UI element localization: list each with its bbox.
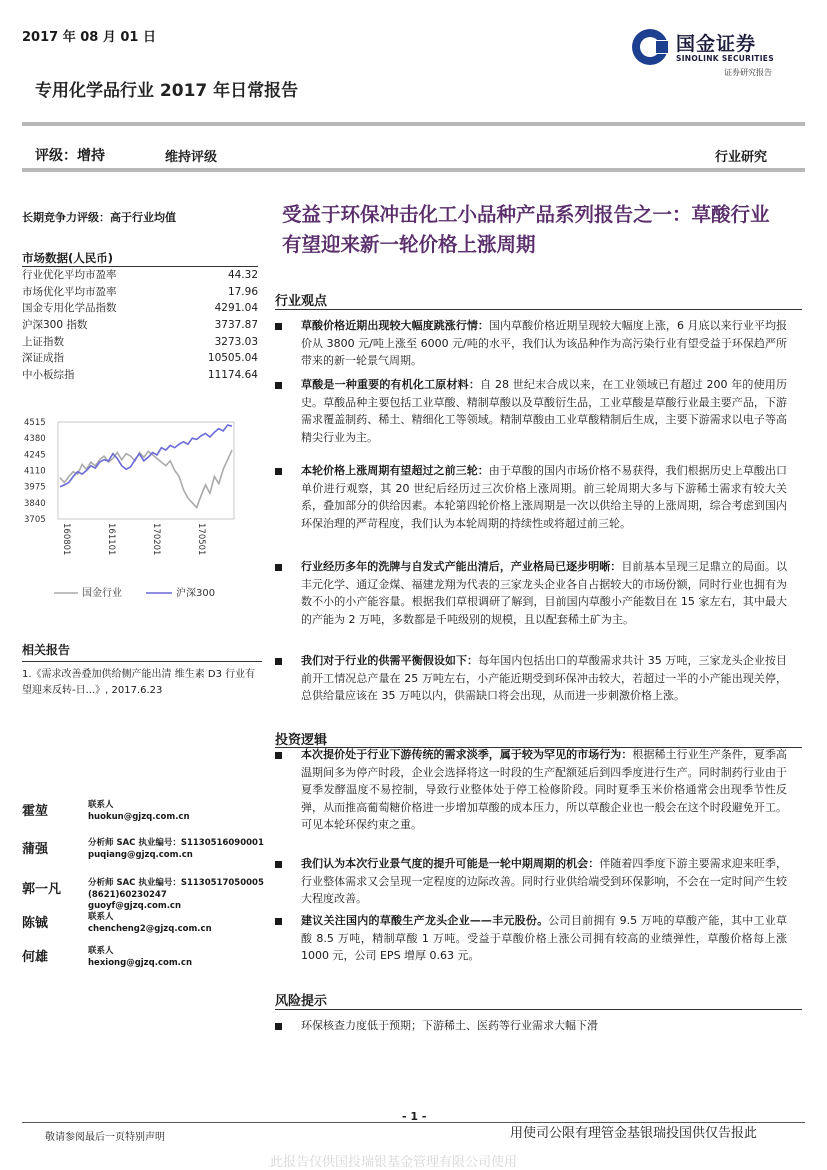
market-row — [22, 300, 258, 317]
logic-heading: 投资逻辑 — [275, 733, 328, 748]
rating-label: 评级：增持 — [35, 148, 105, 164]
analyst-name: 郭一凡 — [22, 882, 62, 897]
view-heading: 行业观点 — [275, 294, 328, 309]
usage-note: 用使司公限有理管金基银瑞投国供仅告报此 — [510, 1126, 758, 1141]
bullet-text: 公司目前拥有 9.5 万吨的草酸产能，其中工业草酸 8.5 万吨，精制草酸 1 万吨。受益于草酸价格上涨公司拥有较高的业绩弹性，草酸价格每上涨 1000 元，公司 EPS 增厚 0.63 元。 — [301, 914, 787, 963]
market-row-name: 国金专用化学品指数 — [22, 302, 117, 315]
bullet-square-icon — [275, 382, 282, 389]
sinolink-logo-icon — [630, 27, 670, 67]
market-row-value: 17.96 — [227, 285, 258, 298]
analyst-entry — [22, 946, 272, 980]
bullet-text: 根据稀土行业生产条件，夏季高温期间多为停产时段，企业会选择将这一时段的生产配额延后到四季度进行生产。同时制药行业由于夏季发酵温度不易控制，导致行业整体处于停工检修阶段。同时夏季玉米价格通常会出现季节性反弹，从而推高葡萄糖价格进一步增加草酸的成本压力，所以草酸企业也一般会在这个时段避免开工。可见本轮环保约束之重。 — [301, 748, 788, 832]
x-tick-label: 160801 — [61, 523, 71, 556]
analyst-entry — [22, 838, 272, 872]
y-tick-label: 4380 — [24, 434, 46, 445]
analyst-line2[interactable]: huokun@gjzq.com.cn — [88, 811, 190, 822]
bullet-lead: 我们认为本次行业景气度的提升可能是一轮中期周期的机会： — [301, 857, 600, 870]
main-title: 受益于环保冲击化工小品种产品系列报告之一：草酸行业有望迎来新一轮价格上涨周期 — [282, 203, 770, 256]
market-row-name: 沪深300 指数 — [22, 319, 88, 332]
risk-heading: 风险提示 — [275, 994, 328, 1009]
market-row-value: 4291.04 — [214, 302, 258, 315]
maintain-rating: 维持评级 — [165, 150, 218, 165]
market-row-name: 市场优化平均市盈率 — [22, 285, 117, 298]
analyst-line1: 分析师 SAC 执业编号：S1130516090001 — [88, 838, 264, 848]
bullet-square-icon — [275, 564, 282, 571]
legend-label-0: 国金行业 — [82, 588, 122, 599]
bullet-item — [275, 462, 787, 532]
market-row — [22, 367, 258, 384]
market-row-name: 深证成指 — [22, 352, 64, 365]
analyst-line1: 联系人 — [88, 946, 114, 956]
x-tick-label: 170201 — [151, 523, 161, 556]
watermark: 此报告仅供国投瑞银基金管理有限公司使用 — [270, 1155, 518, 1170]
bullet-item — [275, 376, 787, 446]
analyst-info — [88, 800, 190, 823]
logo-sub-text: 证券研究报告 — [724, 68, 772, 77]
index-chart — [22, 405, 258, 610]
analyst-line2[interactable]: hexiong@gjzq.com.cn — [88, 957, 193, 968]
market-row-value: 3273.03 — [214, 335, 258, 348]
bullet-text: 每年国内包括出口的草酸需求共计 35 万吨，三家龙头企业按目前开工情况总产量在 25 万吨左右，小产能近期受到环保冲击较大，若超过一半的小产能出现关停，总供给量应该在 35 万吨以内，供需缺口将会出现，从而进一步刺激价格上涨。 — [301, 654, 787, 703]
header-divider — [22, 122, 805, 126]
industry-research-label: 行业研究 — [715, 150, 768, 165]
logo-cn-text: 国金证券 — [676, 33, 757, 55]
market-data-table — [22, 266, 258, 384]
market-row — [22, 350, 258, 367]
bullet-lead: 行业经历多年的洗牌与自发式产能出清后，产业格局已逐步明晰： — [301, 560, 622, 573]
analyst-line1: 联系人 — [88, 912, 114, 922]
report-date: 2017 年 08 月 01 日 — [22, 30, 156, 45]
series-line-1 — [60, 425, 232, 487]
rating-divider — [22, 168, 805, 172]
bullet-square-icon — [275, 1023, 282, 1030]
market-row-name: 上证指数 — [22, 335, 64, 348]
analyst-info — [88, 878, 264, 913]
bullet-paragraph — [301, 317, 787, 370]
market-row — [22, 267, 258, 284]
analyst-info — [88, 838, 264, 861]
analyst-line1: 联系人 — [88, 800, 114, 810]
bullet-square-icon — [275, 468, 282, 475]
page-number: - 1 - — [402, 1110, 427, 1123]
y-tick-label: 4245 — [24, 450, 46, 461]
analyst-name: 何雄 — [22, 950, 49, 965]
bullet-paragraph — [301, 652, 787, 705]
bullet-paragraph — [301, 912, 787, 965]
bullet-lead: 本次提价处于行业下游传统的需求淡季，属于较为罕见的市场行为： — [301, 748, 633, 761]
risk-heading-rule — [275, 1009, 802, 1010]
x-tick-label: 161101 — [106, 523, 116, 556]
bullet-paragraph — [301, 746, 787, 834]
bullet-item — [275, 652, 787, 705]
analyst-name: 蒲强 — [22, 842, 49, 857]
y-tick-label: 3975 — [24, 482, 46, 493]
plot-frame — [58, 422, 234, 519]
market-row-name: 中小板综指 — [22, 369, 75, 382]
logo-en-text: SINOLINK SECURITIES — [676, 54, 774, 63]
analyst-name: 霍堃 — [22, 804, 49, 819]
analyst-line1: 分析师 SAC 执业编号：S1130517050005 — [88, 878, 264, 888]
bullet-paragraph — [301, 1017, 787, 1035]
analyst-entry — [22, 912, 272, 946]
related-reports — [22, 641, 262, 699]
bullet-square-icon — [275, 752, 282, 759]
disclaimer-note: 敬请参阅最后一页特别声明 — [45, 1132, 165, 1143]
bullet-lead: 建议关注国内的草酸生产龙头企业——丰元股份。 — [301, 914, 549, 927]
bullet-square-icon — [275, 658, 282, 665]
market-row-value: 10505.04 — [207, 352, 258, 365]
market-row-value: 11174.64 — [207, 369, 258, 382]
y-tick-label: 4110 — [24, 466, 46, 477]
analyst-info — [88, 912, 212, 935]
bullet-square-icon — [275, 918, 282, 925]
y-tick-label: 3705 — [24, 515, 46, 525]
bullet-item — [275, 746, 787, 834]
analyst-info — [88, 946, 192, 969]
x-tick-label: 170501 — [196, 523, 206, 556]
bullet-text: 由于草酸的国内市场价格不易获得，我们根据历史上草酸出口单价进行观察，其 20 世纪后经历过三次价格上涨周期。前三轮周期大多与下游稀土需求有较大关系，叠加部分的供给因素。本轮第四轮价格上涨周期是一次以供给主导的上涨周期，综合考虑到国内环保治理的严苛程度，我们认为本轮周期的持续性或将超过前三轮。 — [301, 464, 788, 530]
view-heading-rule — [275, 309, 802, 310]
market-data-title: 市场数据(人民币) — [22, 251, 114, 265]
bullet-paragraph — [301, 462, 787, 532]
bullet-lead: 我们对于行业的供需平衡假设如下： — [301, 654, 479, 667]
analyst-line2[interactable]: puqiang@gjzq.com.cn — [88, 849, 193, 860]
bullet-lead: 草酸是一种重要的有机化工原材料： — [301, 378, 481, 391]
analyst-line2[interactable]: chencheng2@gjzq.com.cn — [88, 923, 212, 934]
bullet-item — [275, 912, 787, 965]
long-term-rating: 长期竞争力评级：高于行业均值 — [22, 211, 176, 224]
bullet-lead: 草酸价格近期出现较大幅度跳涨行情： — [301, 319, 489, 332]
bullet-text: 伴随着四季度下游主要需求迎来旺季，行业整体需求又会呈现一定程度的边际改善。同时行业供给端受到环保影响，不会在一定时间产生较大程度改善。 — [301, 857, 788, 906]
bullet-item — [275, 558, 787, 628]
y-tick-label: 4515 — [24, 418, 46, 428]
analyst-line2[interactable]: (8621)60230247 — [88, 889, 167, 900]
bullet-text: 环保核查力度低于预期；下游稀土、医药等行业需求大幅下滑 — [301, 1019, 598, 1032]
market-row — [22, 317, 258, 334]
market-row — [22, 334, 258, 351]
y-tick-label: 3840 — [24, 498, 46, 509]
bullet-item — [275, 855, 787, 908]
bullet-paragraph — [301, 558, 787, 628]
bullet-text: 自 28 世纪末合成以来，在工业领域已有超过 200 年的使用历史。草酸品种主要包括工业草酸、精制草酸以及草酸衍生品，工业草酸是草酸行业最主要产品，下游需求覆盖制药、稀土、精细化工等领域。精制草酸由工业草酸精制后生成，主要下游需求以电子等高精尖行业为主。 — [301, 378, 788, 444]
bullet-item — [275, 1017, 787, 1035]
related-report-item[interactable]: 1.《需求改善叠加供给侧产能出清 维生素 D3 行业有望迎来反转-日...》, 2017.6.23 — [22, 669, 256, 696]
market-row-value: 3737.87 — [214, 319, 258, 332]
bullet-text: 目前基本呈现三足鼎立的局面。以丰元化学、通辽金煤、福建龙翔为代表的三家龙头企业各自占据较大的市场份额，同时行业也拥有为数不小的小产能容量。根据我们草根调研了解到，目前国内草酸小产能数目在 15 家左右，其中最大的产能为 2 万吨，多数都是千吨级别的规模，且以配套稀土矿为主。 — [301, 560, 788, 626]
bullet-paragraph — [301, 376, 787, 446]
market-row — [22, 284, 258, 301]
analyst-line3[interactable]: guoyf@gjzq.com.cn — [88, 901, 182, 911]
related-reports-title: 相关报告 — [22, 641, 262, 662]
bullet-paragraph — [301, 855, 787, 908]
legend-label-1: 沪深300 — [176, 588, 216, 599]
bullet-square-icon — [275, 323, 282, 330]
report-series-title: 专用化学品行业 2017 年日常报告 — [35, 81, 299, 101]
bullet-square-icon — [275, 861, 282, 868]
bullet-item — [275, 317, 787, 370]
market-row-name: 行业优化平均市盈率 — [22, 269, 117, 281]
analyst-entry — [22, 800, 272, 834]
analyst-name: 陈铖 — [22, 916, 49, 931]
bullet-lead: 本轮价格上涨周期有望超过之前三轮： — [301, 464, 489, 477]
analyst-entry — [22, 878, 272, 912]
bullet-text: 国内草酸价格近期呈现较大幅度上涨，6 月底以来行业平均报价从 3800 元/吨上涨至 6000 元/吨的水平，我们认为该品种作为高污染行业有望受益于环保趋严所带来的新一轮景气周期。 — [301, 319, 788, 368]
sinolink-logo — [630, 25, 800, 80]
market-row-value: 44.32 — [227, 269, 258, 281]
